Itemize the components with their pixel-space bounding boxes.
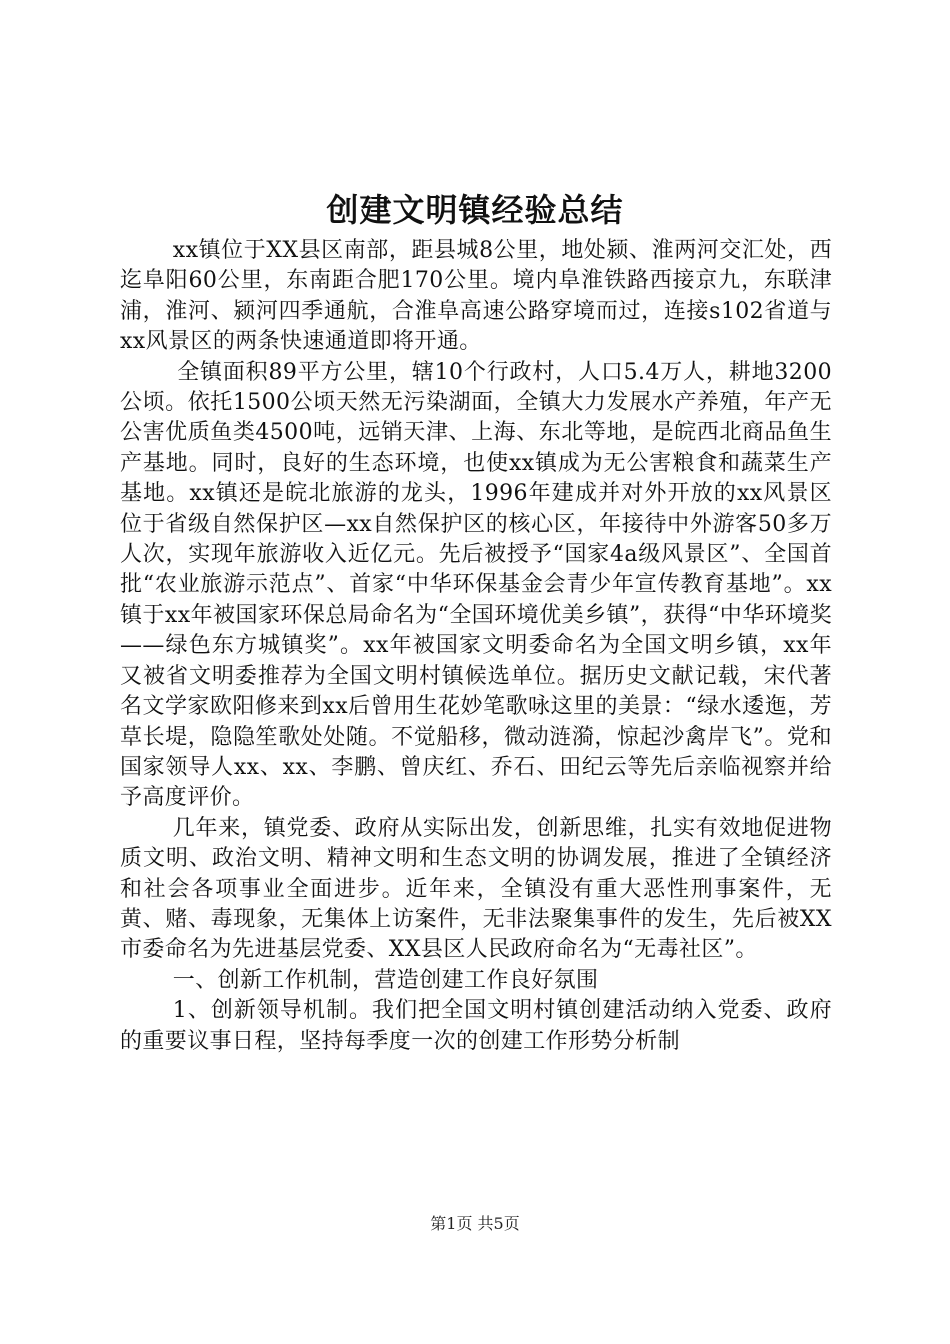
- document-title: 创建文明镇经验总结: [326, 191, 624, 229]
- paragraph-overview: 全镇面积89平方公里，辖10个行政村，人口5.4万人，耕地3200公顷。依托1500公顷天然无污染湖面，全镇大力发展水产养殖，年产无公害优质鱼类4500吨，远销天津、上海、东北等地，是皖西北商品鱼生产基地。同时，良好的生态环境，也使xx镇成为无公害粮食和蔬菜生产基地。xx镇还是皖北旅游的龙头，1996年建成并对外开放的xx风景区位于省级自然保护区—xx自然保护区的核心区，年接待中外游客50多万人次，实现年旅游收入近亿元。先后被授予“国家4a级风景区”、全国首批“农业旅游示范点”、首家“中华环保基金会青少年宣传教育基地”。xx镇于xx年被国家环保总局命名为“全国环境优美乡镇”，获得“中华环境奖——绿色东方城镇奖”。xx年被国家文明委命名为全国文明乡镇，xx年又被省文明委推荐为全国文明村镇候选单位。据历史文献记载，宋代著名文学家欧阳修来到xx后曾用生花妙笔歌咏这里的美景：“绿水逶迤，芳草长堤，隐隐笙歌处处随。不觉船移，微动涟漪，惊起沙禽岸飞”。党和国家领导人xx、xx、李鹏、曾庆红、乔石、田纪云等先后亲临视察并给予高度评价。: [120, 359, 832, 811]
- paragraph-achievements: 几年来，镇党委、政府从实际出发，创新思维，扎实有效地促进物质文明、政治文明、精神文明和生态文明的协调发展，推进了全镇经济和社会各项事业全面进步。近年来，全镇没有重大恶性刑事案件，无黄、赌、毒现象，无集体上访案件，无非法聚集事件的发生，先后被XX市委命名为先进基层党委、XX县区人民政府命名为“无毒社区”。: [120, 815, 832, 963]
- section-heading: 一、创新工作机制，营造创建工作良好氛围: [172, 967, 599, 993]
- page-footer: 第1页 共5页: [430, 1214, 520, 1233]
- document-body: [120, 236, 832, 1057]
- paragraph-item-1: 1、创新领导机制。我们把全国文明村镇创建活动纳入党委、政府的重要议事日程，坚持每季度一次的创建工作形势分析制: [120, 998, 832, 1054]
- paragraph-location: xx镇位于XX县区南部，距县城8公里，地处颍、淮两河交汇处，西迄阜阳60公里，东南距合肥170公里。境内阜淮铁路西接京九，东联津浦，淮河、颍河四季通航，合淮阜高速公路穿境而过，连接s102省道与xx风景区的两条快速通道即将开通。: [120, 238, 832, 355]
